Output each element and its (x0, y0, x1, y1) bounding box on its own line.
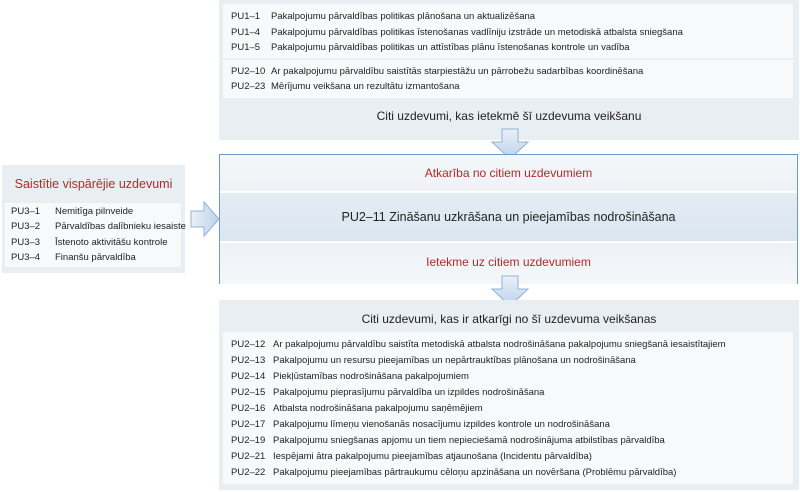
task-text: Pakalpojumu pieejamības pārtraukumu cēloņu apzināšana un novēršana (Problēmu pārvaldība) (273, 467, 677, 478)
task-code: PU2–19 (231, 435, 266, 446)
task-text: Pakalpojumu pārvaldības politikas plānošana un aktualizēšana (271, 11, 536, 22)
list-item (231, 387, 544, 399)
task-code: PU2–15 (231, 387, 266, 398)
task-code: PU2–17 (231, 419, 266, 430)
list-item (231, 419, 610, 431)
task-text: Pakalpojumu pārvaldības politikas un attīstības plānu īstenošanas kontrole un vadība (271, 42, 630, 53)
list-item (11, 206, 133, 218)
task-text: Pakalpojumu un resursu pieejamības un nepārtrauktības plānošana un nodrošināšana (273, 355, 636, 366)
list-item (231, 339, 726, 351)
list-item (231, 371, 469, 383)
task-code: PU2–23 (231, 81, 266, 92)
task-text: Pakalpojumu līmeņu vienošanās nosacījumu izpildes kontrole un nodrošināšana (273, 419, 610, 430)
list-item (231, 435, 665, 447)
main-task-title: PU2–11 Zināšanu uzkrāšana un pieejamības nodrošināšana (341, 210, 676, 224)
general-tasks-list (5, 203, 186, 267)
task-code: PU3–4 (11, 252, 41, 263)
task-group-pu1 (223, 4, 793, 58)
dependent-tasks-panel (219, 300, 799, 490)
task-text: Mērījumu veikšana un rezultātu izmantošana (271, 81, 460, 92)
list-item (231, 451, 592, 463)
task-code: PU2–21 (231, 451, 266, 462)
general-tasks-title: Saistītie vispārējie uzdevumi (14, 177, 173, 191)
list-item (231, 11, 535, 23)
influencing-tasks-panel (219, 0, 799, 140)
task-code: PU1–1 (231, 11, 261, 22)
central-task-panel (219, 154, 798, 284)
dependent-tasks-list (223, 332, 793, 484)
right-arrow-icon (190, 200, 220, 238)
task-text: Pakalpojumu pieprasījumu pārvaldība un izpildes nodrošināšana (273, 387, 545, 398)
dependence-band (220, 155, 797, 191)
list-item (11, 252, 136, 264)
task-group-pu2 (223, 60, 793, 98)
task-text: Piekļūstamības nodrošināšana pakalpojumiem (273, 371, 469, 382)
list-item (231, 27, 683, 39)
impact-label: Ietekme uz citiem uzdevumiem (426, 255, 591, 269)
list-item (231, 66, 643, 78)
list-item (231, 467, 676, 479)
task-text: Īstenoto aktivitāšu kontrole (55, 237, 168, 248)
task-code: PU1–4 (231, 27, 261, 38)
task-text: Pakalpojumu pārvaldības politikas īstenošanas vadlīniju izstrāde un metodiskā atbalsta sniegšana (271, 27, 683, 38)
influencing-tasks-caption: Citi uzdevumi, kas ietekmē šī uzdevuma veikšanu (376, 109, 642, 123)
task-text: Finanšu pārvaldība (55, 252, 136, 263)
list-item (231, 42, 630, 54)
task-text: Nemitīga pilnveide (55, 206, 134, 217)
task-text: Pakalpojumu sniegšanas apjomu un tiem nepieciešamā nodrošinājuma atbilstības pārvaldība (273, 435, 665, 446)
list-item (231, 403, 483, 415)
task-code: PU2–10 (231, 66, 266, 77)
task-text: Iespējami ātra pakalpojumu pieejamības atjaunošana (Incidentu pārvaldība) (273, 451, 592, 462)
task-code: PU2–14 (231, 371, 266, 382)
task-code: PU3–3 (11, 237, 41, 248)
list-item (11, 221, 186, 233)
task-code: PU2–13 (231, 355, 266, 366)
task-code: PU2–16 (231, 403, 266, 414)
task-text: Pārvaldības dalībnieku iesaiste (55, 221, 186, 232)
task-code: PU2–12 (231, 339, 266, 350)
task-code: PU2–22 (231, 467, 266, 478)
task-code: PU1–5 (231, 42, 261, 53)
general-tasks-panel (2, 165, 185, 273)
task-code: PU3–2 (11, 221, 41, 232)
main-task-band (220, 193, 797, 241)
task-text: Ar pakalpojumu pārvaldību saistītās starpiestāžu un pārrobežu sadarbības koordinēšana (271, 66, 644, 77)
list-item (231, 355, 636, 367)
list-item (11, 237, 167, 249)
task-code: PU3–1 (11, 206, 41, 217)
task-text: Atbalsta nodrošināšana pakalpojumu saņēmējiem (273, 403, 483, 414)
dependence-label: Atkarība no citiem uzdevumiem (424, 166, 593, 180)
dependent-tasks-caption: Citi uzdevumi, kas ir atkarīgi no šī uzdevuma veikšanas (361, 312, 657, 326)
task-text: Ar pakalpojumu pārvaldību saistīta metodiskā atbalsta nodrošināšana pakalpojumu sniegšanā iesaistītajiem (273, 339, 726, 350)
list-item (231, 81, 460, 93)
